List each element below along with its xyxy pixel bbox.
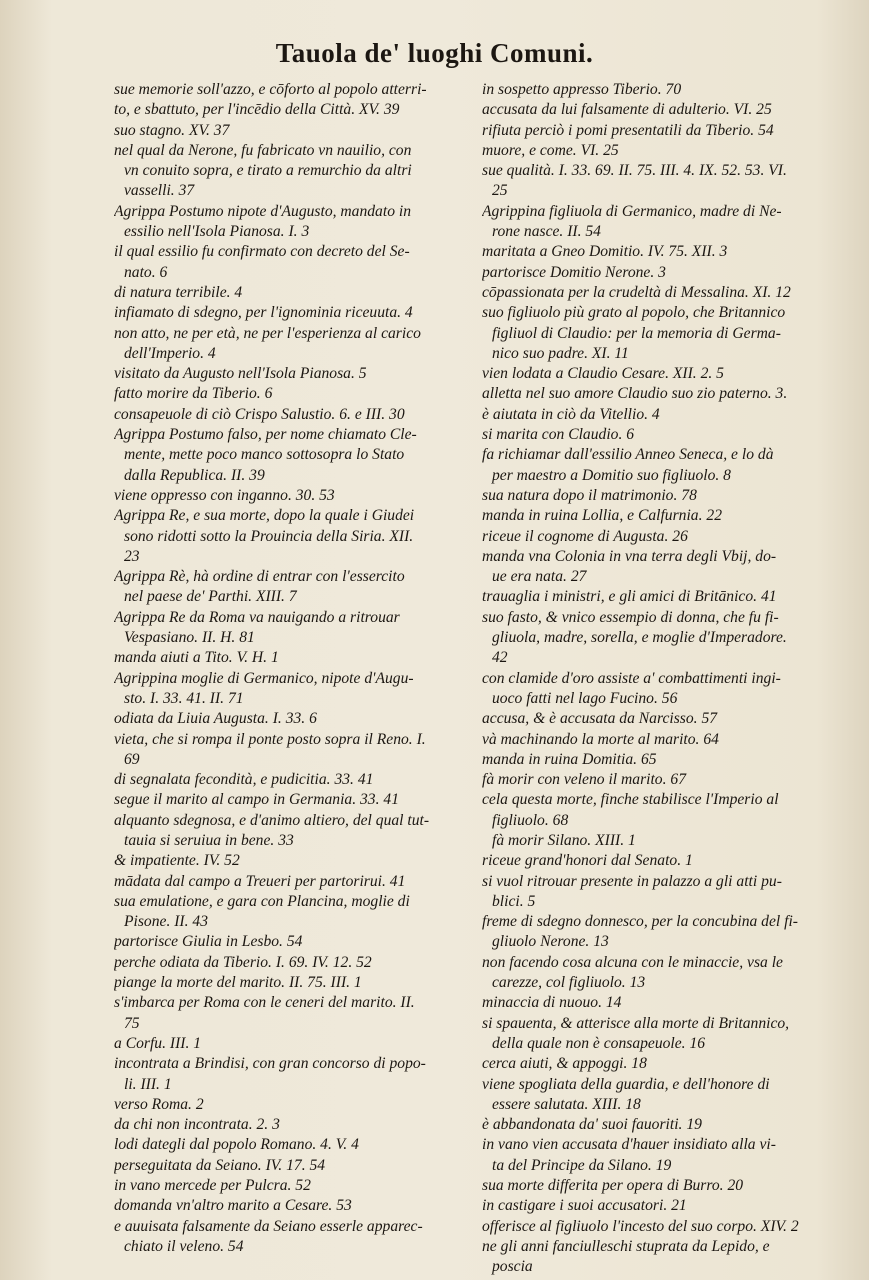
index-line: ta del Principe da Silano. 19 [492,1156,672,1174]
index-line: rone nasce. II. 54 [492,223,601,241]
index-line: fa richiamar dall'essilio Anneo Seneca, e lo dà [482,446,774,464]
index-line: mādata dal campo a Treueri per partorirui. 41 [114,872,406,890]
index-line: fatto morire da Tiberio. 6 [114,385,273,403]
index-line: freme di sdegno donnesco, per la concubina del fi- [482,913,798,931]
index-line: vn conuito sopra, e tirato a remurchio da altri [124,162,412,180]
index-line: Agrippina figliuola di Germanico, madre di Ne- [482,202,782,220]
index-line: domanda vn'altro marito a Cesare. 53 [114,1197,352,1215]
index-line: si marita con Claudio. 6 [482,426,635,444]
index-line: chiato il veleno. 54 [124,1237,244,1255]
index-line: è aiutata in ciò da Vitellio. 4 [482,405,660,423]
index-line: s'imbarca per Roma con le ceneri del marito. II. [114,994,415,1012]
index-line: trauaglia i ministri, e gli amici di Britānico. 41 [482,588,777,606]
index-line: da chi non incontrata. 2. 3 [114,1116,280,1134]
index-line: Pisone. II. 43 [124,913,209,931]
index-line: offerisce al figliuolo l'incesto del suo corpo. XIV. 2 [482,1217,799,1235]
index-line: Agrippa Re, e sua morte, dopo la quale i Giudei [114,507,415,525]
index-line: sto. I. 33. 41. II. 71 [124,689,244,707]
index-line: accusata da lui falsamente di adulterio. VI. 25 [482,101,772,119]
index-line: nico suo padre. XI. 11 [492,344,629,362]
index-line: partorisce Giulia in Lesbo. 54 [114,933,303,951]
index-line: lodi dategli dal popolo Romano. 4. V. 4 [114,1136,359,1154]
index-line: mente, mette poco manco sottosopra lo Stato [124,446,405,464]
index-line: di natura terribile. 4 [114,283,243,301]
index-line: nel paese de' Parthi. XIII. 7 [124,588,297,606]
index-line: a Corfu. III. 1 [114,1034,202,1052]
index-line: alquanto sdegnosa, e d'animo altiero, del qual tut- [114,811,430,829]
index-line: per maestro a Domitio suo figliuolo. 8 [492,466,731,484]
index-line: sue memorie soll'azzo, e cōforto al popolo atterri- [114,81,427,98]
index-line: gliuolo Nerone. 13 [492,933,609,951]
index-line: consapeuole di ciò Crispo Salustio. 6. e III. 30 [114,405,405,423]
index-line: cerca aiuti, & appoggi. 18 [482,1055,647,1073]
index-line: manda vna Colonia in vna terra degli Vbij, do- [482,547,777,565]
index-line: ue era nata. 27 [492,568,587,586]
index-line: riceue il cognome di Augusta. 26 [482,527,688,545]
index-line: visitato da Augusto nell'Isola Pianosa. 5 [114,365,367,383]
index-line: essere salutata. XIII. 18 [492,1095,641,1113]
index-line: di segnalata fecondità, e pudicitia. 33. 41 [114,771,374,789]
index-line: 75 [124,1014,140,1032]
index-line: nato. 6 [124,263,168,281]
index-line: Agrippa Postumo falso, per nome chiamato Cle- [114,426,417,444]
page-title: Tauola de' luoghi Comuni. [275,38,594,68]
index-line: cela questa morte, finche stabilisce l'Imperio al [482,791,779,809]
index-line: 25 [492,182,508,200]
index-line: rifiuta perciò i pomi presentatili da Tiberio. 54 [482,121,774,139]
index-line: sue qualità. I. 33. 69. II. 75. III. 4. IX. 52. 53. VI. [482,162,787,180]
index-line: essilio nell'Isola Pianosa. I. 3 [124,223,310,241]
index-line: è abbandonata da' suoi fauoriti. 19 [482,1116,702,1134]
index-line: & impatiente. IV. 52 [114,852,240,870]
index-line: sua morte differita per opera di Burro. 20 [482,1177,744,1195]
index-line: in castigare i suoi accusatori. 21 [482,1197,687,1215]
index-line: in vano vien accusata d'hauer insidiato alla vi- [482,1136,776,1154]
index-line: si vuol ritrouar presente in palazzo a gli atti pu- [482,872,782,890]
index-line: vasselli. 37 [124,182,195,200]
index-line: della quale non è consapeuole. 16 [492,1034,706,1052]
index-line: Vespasiano. II. H. 81 [124,629,255,647]
index-line: fà morir con veleno il marito. 67 [482,771,686,789]
index-line: 42 [492,649,508,667]
index-line: manda in ruina Domitia. 65 [482,750,657,768]
left-column [114,80,472,1257]
index-line: figliuolo. 68 [492,811,569,829]
index-line: suo figliuolo più grato al popolo, che Britannico [482,304,786,322]
index-line: 23 [124,547,140,565]
index-line: sono ridotti sotto la Prouincia della Siria. XII. [124,527,414,545]
index-line: to, e sbattuto, per l'incēdio della Città. XV. 39 [114,101,400,119]
index-line: poscia [492,1258,533,1276]
index-line: blici. 5 [492,892,536,910]
index-line: nel qual da Nerone, fu fabricato vn nauilio, con [114,141,412,159]
index-line: và machinando la morte al marito. 64 [482,730,719,748]
index-line: vieta, che si rompa il ponte posto sopra il Reno. I. [114,730,426,748]
index-line: manda aiuti a Tito. V. H. 1 [114,649,279,667]
index-line: dell'Imperio. 4 [124,344,216,362]
index-line: non facendo cosa alcuna con le minaccie, vsa le [482,953,783,971]
index-line: muore, e come. VI. 25 [482,141,619,159]
index-line: perseguitata da Seiano. IV. 17. 54 [114,1156,326,1174]
index-line: fà morir Silano. XIII. 1 [492,831,636,849]
index-line: manda in ruina Lollia, e Calfurnia. 22 [482,507,722,525]
index-line: uoco fatti nel lago Fucino. 56 [492,689,678,707]
index-line: vien lodata a Claudio Cesare. XII. 2. 5 [482,365,724,383]
index-line: incontrata a Brindisi, con gran concorso di popo- [114,1055,426,1073]
index-line: carezze, col figliuolo. 13 [492,974,646,992]
index-line: perche odiata da Tiberio. I. 69. IV. 12. 52 [114,953,372,971]
index-line: in vano mercede per Pulcra. 52 [114,1177,311,1195]
index-line: si spauenta, & atterisce alla morte di Britannico, [482,1014,790,1032]
index-line: riceue grand'honori dal Senato. 1 [482,852,693,870]
index-line: odiata da Liuia Augusta. I. 33. 6 [114,710,317,728]
index-line: gliuola, madre, sorella, e moglie d'Imperadore. [492,629,787,647]
index-line: alletta nel suo amore Claudio suo zio paterno. 3. [482,385,788,403]
index-line: viene oppresso con inganno. 30. 53 [114,486,335,504]
index-line: con clamide d'oro assiste a' combattimenti ingi- [482,669,781,687]
index-line: in sospetto appresso Tiberio. 70 [482,81,682,98]
index-line: Agrippa Re da Roma va nauigando a ritrouar [114,608,400,626]
index-line: viene spogliata della guardia, e dell'honore di [482,1075,770,1093]
index-line: suo fasto, & vnico essempio di donna, che fu fi- [482,608,779,626]
index-line: infiamato di sdegno, per l'ignominia riceuuta. 4 [114,304,413,322]
index-line: sua emulatione, e gara con Plancina, moglie di [114,892,410,910]
index-line: 69 [124,750,140,768]
right-column [482,80,822,1278]
index-line: sua natura dopo il matrimonio. 78 [482,486,697,504]
index-line: verso Roma. 2 [114,1095,204,1113]
index-line: accusa, & è accusata da Narcisso. 57 [482,710,718,728]
index-line: minaccia di nuouo. 14 [482,994,622,1012]
index-line: segue il marito al campo in Germania. 33. 41 [114,791,399,809]
index-line: maritata a Gneo Domitio. IV. 75. XII. 3 [482,243,728,261]
index-line: dalla Republica. II. 39 [124,466,265,484]
index-line: cōpassionata per la crudeltà di Messalina. XI. 12 [482,283,791,301]
index-line: figliuol di Claudio: per la memoria di Germa- [492,324,781,342]
index-line: Agrippina moglie di Germanico, nipote d'Augu- [114,669,414,687]
index-line: ne gli anni fanciulleschi stuprata da Lepido, e [482,1237,770,1255]
index-line: il qual essilio fu confirmato con decreto del Se- [114,243,410,261]
index-line: li. III. 1 [124,1075,172,1093]
index-line: e auuisata falsamente da Seiano esserle apparec- [114,1217,423,1235]
index-line: suo stagno. XV. 37 [114,121,230,139]
index-line: non atto, ne per età, ne per l'esperienza al carico [114,324,421,342]
index-line: piange la morte del marito. II. 75. III. 1 [114,974,362,992]
index-line: Agrippa Rè, hà ordine di entrar con l'essercito [114,568,405,586]
index-line: tauia si seruiua in bene. 33 [124,831,294,849]
index-line: partorisce Domitio Nerone. 3 [482,263,666,281]
index-line: Agrippa Postumo nipote d'Augusto, mandato in [114,202,412,220]
